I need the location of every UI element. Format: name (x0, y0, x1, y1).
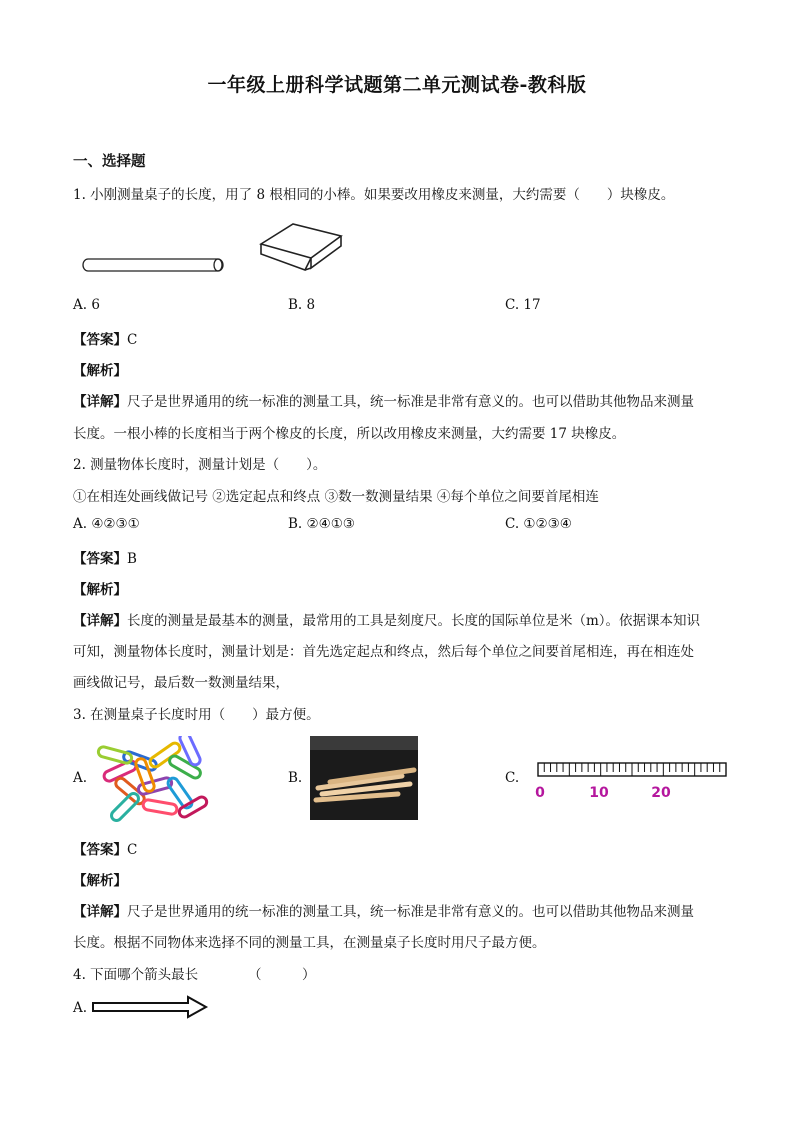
q1-stem: 1. 小刚测量桌子的长度，用了 8 根相同的小棒。如果要改用橡皮来测量，大约需要（ ）块橡皮。 (73, 187, 675, 203)
q1-analysis-label: 【解析】 (73, 363, 127, 379)
answer-value: B (127, 551, 137, 567)
q3-stem: 3. 在测量桌子长度时用（ ）最方便。 (73, 707, 320, 723)
q1-option-b: B. 8 (288, 297, 316, 313)
answer-label: 【答案】 (73, 842, 127, 858)
eraser-image (255, 218, 347, 274)
q2-detail-line-2: 可知，测量物体长度时，测量计划是：首先选定起点和终点，然后每个单位之间要首尾相连，再在相连处 (73, 644, 694, 660)
answer-value: C (127, 332, 138, 348)
detail-label: 【详解】 (73, 394, 127, 410)
q3-detail-line-1 (73, 900, 694, 920)
ruler-label-10: 10 (589, 785, 609, 801)
answer-value: C (127, 842, 138, 858)
q4-option-a: A. (73, 1000, 88, 1016)
detail-text: 长度的测量是最基本的测量，最常用的工具是刻度尺。长度的国际单位是米（m）。依据课本知识 (127, 613, 701, 629)
q3-option-b: B. (288, 770, 303, 786)
detail-label: 【详解】 (73, 613, 127, 629)
q2-analysis-label: 【解析】 (73, 582, 127, 598)
q3-option-a: A. (73, 770, 88, 786)
ruler-label-0: 0 (535, 785, 545, 801)
sticks-photo (310, 736, 418, 820)
q1-option-a: A. 6 (73, 297, 100, 313)
arrow-a-image (90, 994, 210, 1020)
q4-answer-blank: （ ） (248, 967, 316, 983)
q2-option-c: C. ①②③④ (505, 516, 572, 532)
q4-stem: 4. 下面哪个箭头最长 (73, 967, 199, 983)
q3-analysis-label: 【解析】 (73, 873, 127, 889)
q2-detail-line-1 (73, 609, 700, 629)
answer-label: 【答案】 (73, 551, 127, 567)
q1-detail-line-2: 长度。一根小棒的长度相当于两个橡皮的长度，所以改用橡皮来测量，大约需要 17 块橡皮。 (73, 426, 626, 442)
detail-text: 尺子是世界通用的统一标准的测量工具，统一标准是非常有意义的。也可以借助其他物品来测量 (127, 394, 694, 410)
q3-option-c: C. (505, 770, 520, 786)
paperclips-image (93, 736, 217, 826)
detail-text: 尺子是世界通用的统一标准的测量工具，统一标准是非常有意义的。也可以借助其他物品来测量 (127, 904, 694, 920)
q2-steps: ①在相连处画线做记号 ②选定起点和终点 ③数一数测量结果 ④每个单位之间要首尾相连 (73, 489, 599, 505)
answer-label: 【答案】 (73, 332, 127, 348)
section-title: 一、选择题 (73, 153, 146, 170)
q2-stem: 2. 测量物体长度时，测量计划是（ ）。 (73, 457, 327, 473)
q1-detail-line-1 (73, 390, 694, 410)
q2-option-b: B. ②④①③ (288, 516, 355, 532)
q3-answer (73, 838, 137, 858)
ruler-image (530, 760, 730, 802)
q2-option-a: A. ④②③① (73, 516, 140, 532)
stick-image (80, 252, 230, 278)
q1-option-c: C. 17 (505, 297, 541, 313)
ruler-label-20: 20 (651, 785, 671, 801)
detail-label: 【详解】 (73, 904, 127, 920)
page-title: 一年级上册科学试题第二单元测试卷-教科版 (207, 74, 587, 96)
q2-answer (73, 547, 137, 567)
q2-detail-line-3: 画线做记号，最后数一数测量结果， (73, 675, 289, 691)
q3-detail-line-2: 长度。根据不同物体来选择不同的测量工具，在测量桌子长度时用尺子最方便。 (73, 935, 546, 951)
q1-answer (73, 328, 137, 348)
